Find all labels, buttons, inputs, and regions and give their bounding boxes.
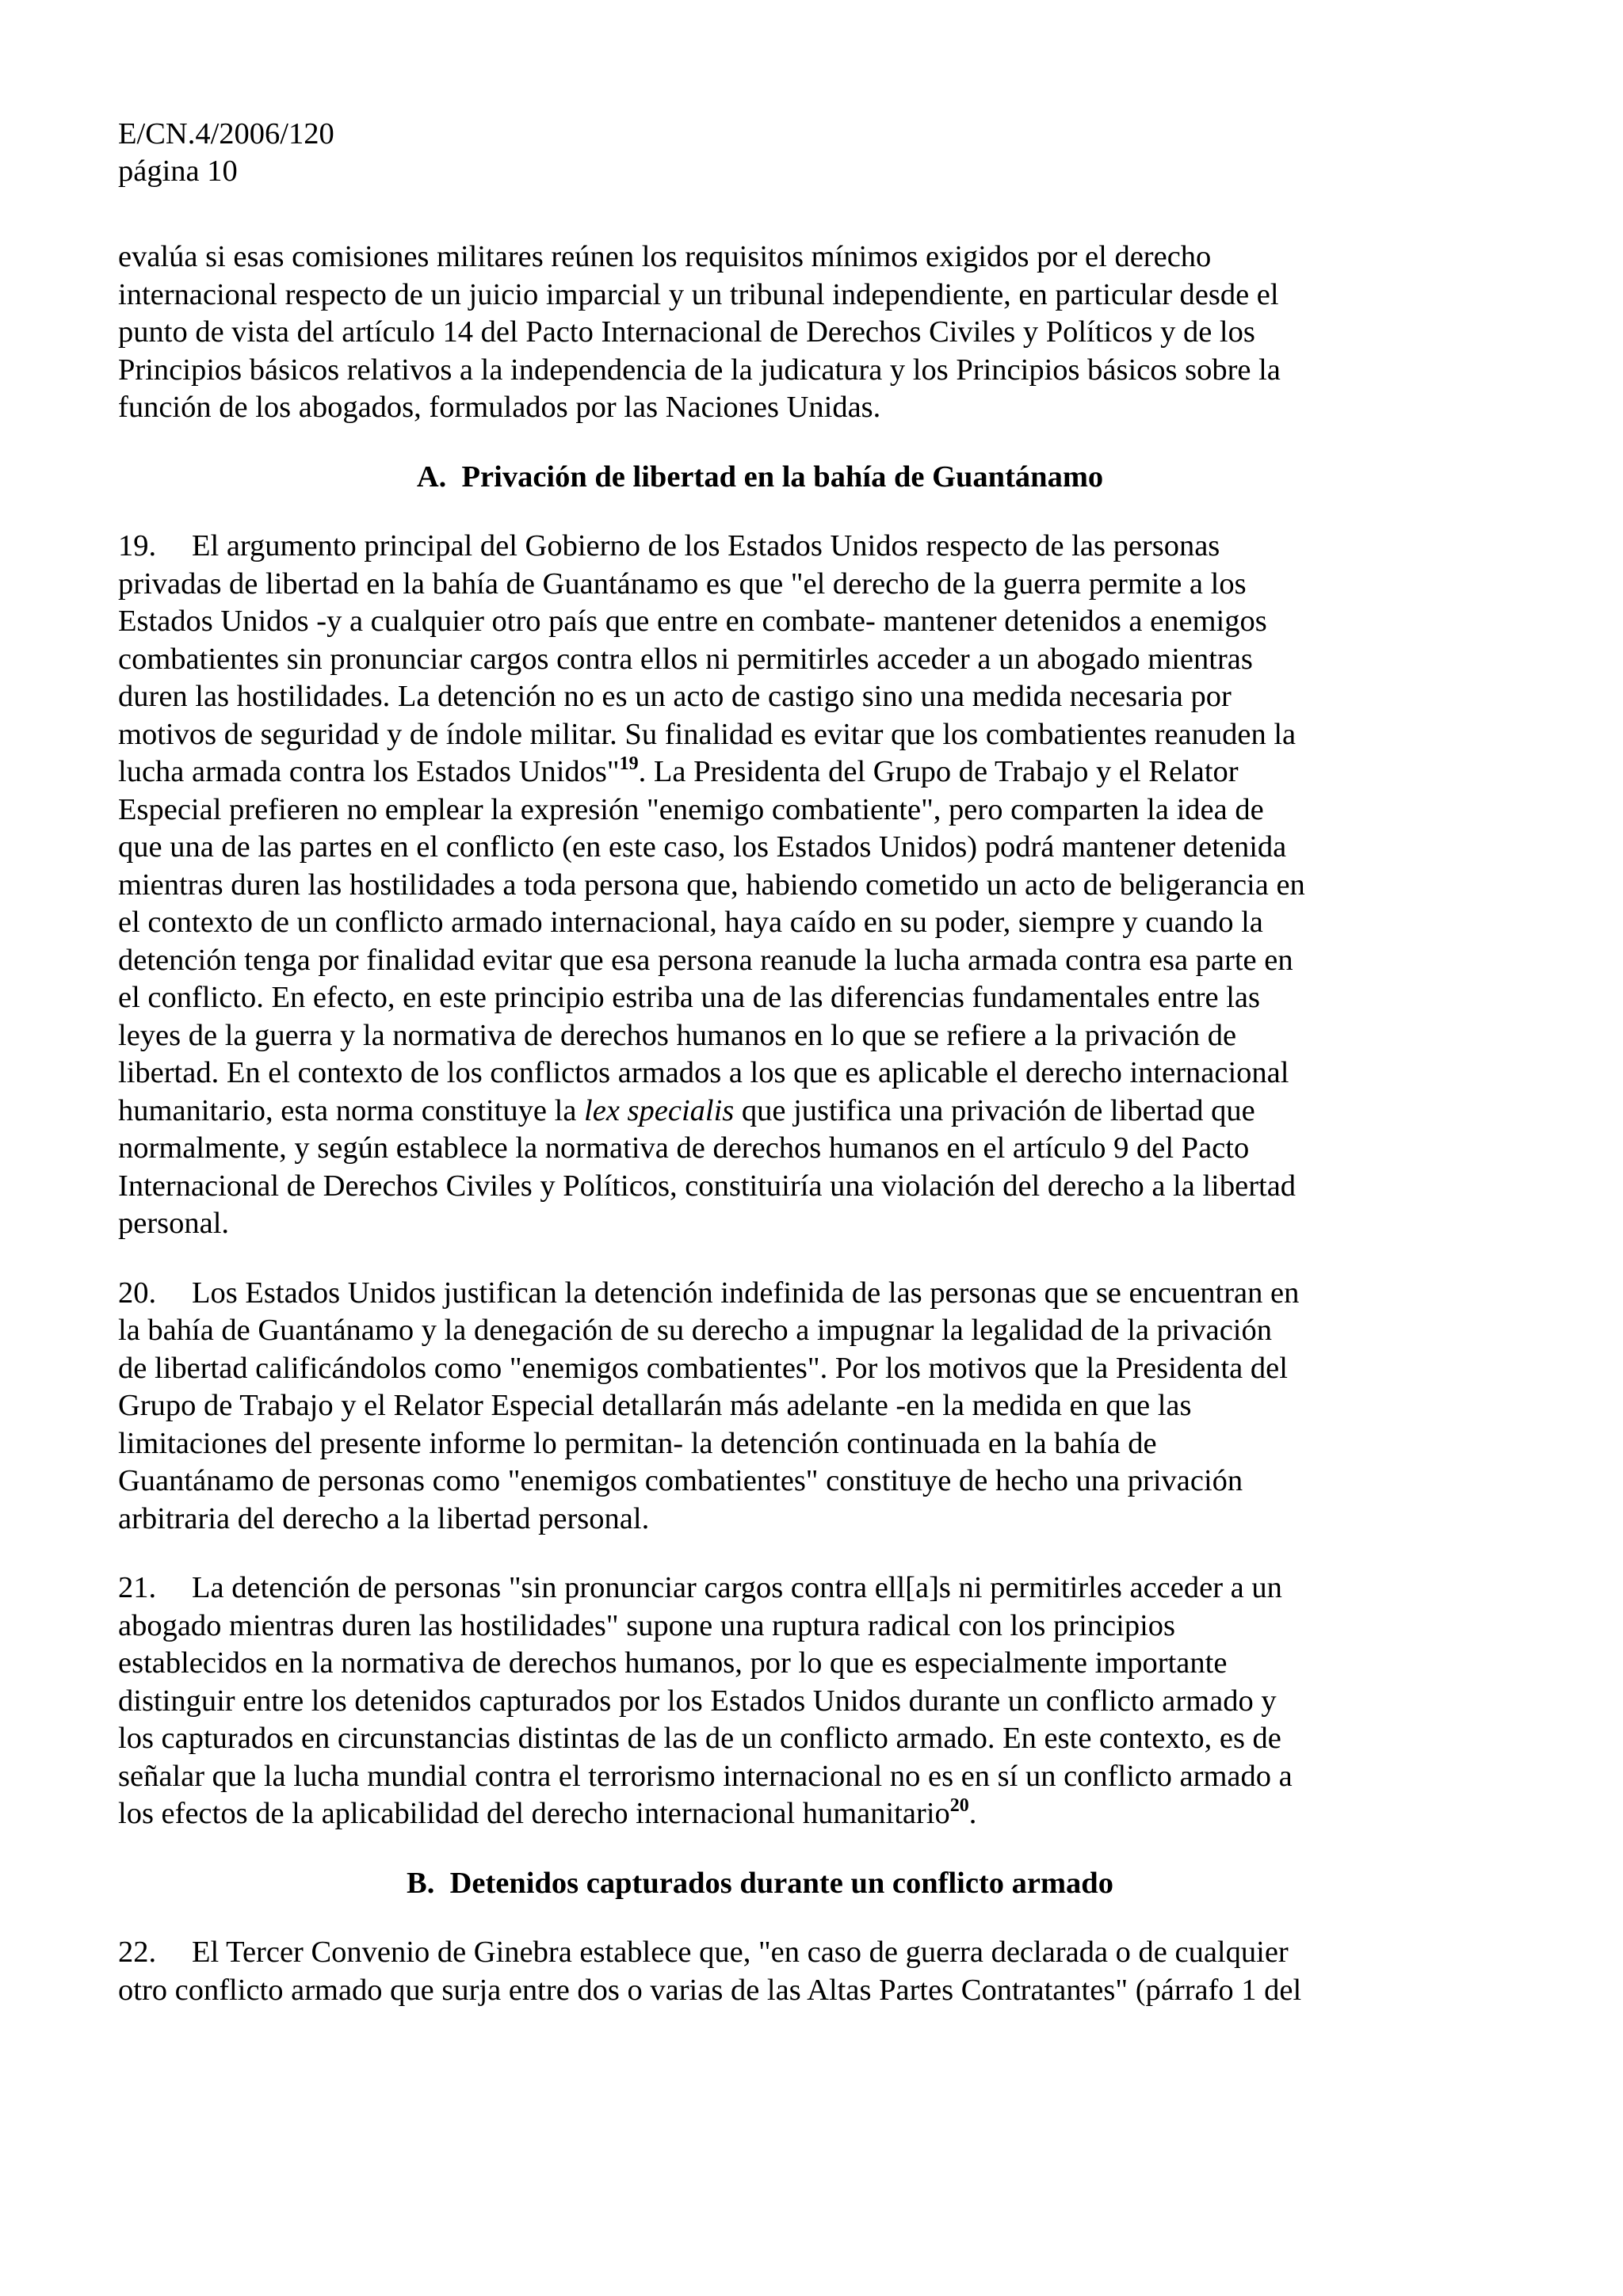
paragraph-20 [118,1275,1402,1539]
text-line: el conflicto. En efecto, en este principio estriba una de las diferencias fundamentales entre las [118,981,1261,1014]
text-line-content: El argumento principal del Gobierno de los Estados Unidos respecto de las personas [192,529,1220,563]
paragraph-number: 21. [118,1571,157,1604]
text-line: señalar que la lucha mundial contra el terrorismo internacional no es en sí un conflicto armado a [118,1759,1293,1793]
text-line: Internacional de Derechos Civiles y Políticos, constituiría una violación del derecho a la libertad [118,1169,1296,1203]
text-line: internacional respecto de un juicio imparcial y un tribunal independiente, en particular desde el [118,277,1279,311]
text-line: abogado mientras duren las hostilidades" supone una ruptura radical con los principios [118,1608,1176,1642]
text-line: Principios básicos relativos a la independencia de la judicatura y los Principios básicos sobre la [118,353,1281,387]
paragraph-number: 22. [118,1936,157,1969]
text-line: establecidos en la normativa de derechos humanos, por lo que es especialmente importante [118,1646,1228,1680]
text-line: los capturados en circunstancias distintas de las de un conflicto armado. En este contexto, es de [118,1722,1281,1755]
text-line: punto de vista del artículo 14 del Pacto Internacional de Derechos Civiles y Políticos y de los [118,315,1255,349]
page-number: página 10 [118,154,238,188]
text-line [118,1934,1402,1972]
paragraph-22 [118,1934,1402,2009]
paragraph-number: 19. [118,529,157,563]
text-line: privadas de libertad en la bahía de Guantánamo es que "el derecho de la guerra permite a los [118,566,1247,601]
text-line [118,528,1402,566]
text-line: la bahía de Guantánamo y la denegación de su derecho a impugnar la legalidad de la privación [118,1314,1272,1347]
text-line: leyes de la guerra y la normativa de derechos humanos en lo que se refiere a la privación de [118,1018,1237,1052]
text-line: evalúa si esas comisiones militares reúnen los requisitos mínimos exigidos por el derecho [118,240,1212,273]
text-line-content: los efectos de la aplicabilidad del derecho internacional humanitario [118,1797,950,1830]
text-line: personal. [118,1207,230,1240]
section-heading-b: B. Detenidos capturados durante un conflicto armado [407,1866,1113,1900]
paragraph-number: 20. [118,1276,157,1310]
text-line [118,753,1402,791]
text-line: Guantánamo de personas como "enemigos combatientes" constituye de hecho una privación [118,1464,1243,1497]
text-line: arbitraria del derecho a la libertad personal. [118,1501,650,1535]
text-line [118,1569,1402,1608]
intro-paragraph [118,238,1402,427]
text-line-content: que justifica una privación de libertad que [734,1093,1255,1127]
text-line-content: . La Presidenta del Grupo de Trabajo y el Relator [638,755,1239,788]
text-line-content: El Tercer Convenio de Ginebra establece que, "en caso de guerra declarada o de cualquier [192,1936,1289,1969]
text-line: Grupo de Trabajo y el Relator Especial detallarán más adelante -en la medida en que las [118,1389,1192,1422]
text-line: limitaciones del presente informe lo permitan- la detención continuada en la bahía de [118,1426,1157,1460]
text-line: mientras duren las hostilidades a toda persona que, habiendo cometido un acto de beligerancia en [118,868,1305,902]
text-line: motivos de seguridad y de índole militar. Su finalidad es evitar que los combatientes reanuden la [118,717,1296,751]
text-line: otro conflicto armado que surja entre dos o varias de las Altas Partes Contratantes" (párrafo 1 del [118,1973,1302,2007]
text-line: duren las hostilidades. La detención no es un acto de castigo sino una medida necesaria por [118,680,1232,713]
text-line: Especial prefieren no emplear la expresión "enemigo combatiente", pero comparten la idea de [118,792,1264,826]
text-line [118,1795,1402,1833]
text-line: de libertad calificándolos como "enemigos combatientes". Por los motivos que la Presidenta del [118,1351,1288,1385]
document-symbol: E/CN.4/2006/120 [118,117,334,151]
text-line: función de los abogados, formulados por las Naciones Unidas. [118,391,881,424]
italic-term: lex specialis [584,1093,735,1127]
text-line-content: Los Estados Unidos justifican la detención indefinida de las personas que se encuentran en [192,1276,1300,1310]
text-line-content: . [968,1797,977,1830]
document-page [118,116,1402,2009]
paragraph-21 [118,1569,1402,1833]
text-line: combatientes sin pronunciar cargos contra ellos ni permitirles acceder a un abogado mientras [118,642,1253,676]
section-heading-a: A. Privación de libertad en la bahía de Guantánamo [416,460,1104,494]
text-line: libertad. En el contexto de los conflictos armados a los que es aplicable el derecho internacional [118,1056,1289,1089]
text-line [118,1093,1402,1131]
text-line-content: La detención de personas "sin pronunciar cargos contra ell[a]s ni permitirles acceder a un [192,1571,1282,1604]
text-line: normalmente, y según establece la normativa de derechos humanos en el artículo 9 del Pacto [118,1131,1250,1165]
text-line [118,1275,1402,1313]
text-line: detención tenga por finalidad evitar que esa persona reanude la lucha armada contra esa parte en [118,943,1293,977]
footnote-ref-20[interactable]: 20 [949,1795,969,1816]
text-line: distinguir entre los detenidos capturados por los Estados Unidos durante un conflicto armado y [118,1684,1277,1718]
paragraph-19 [118,528,1402,1243]
text-line: el contexto de un conflicto armado internacional, haya caído en su poder, siempre y cuando la [118,906,1263,939]
text-line-content: humanitario, esta norma constituye la [118,1093,585,1127]
text-line: que una de las partes en el conflicto (en este caso, los Estados Unidos) podrá mantener detenida [118,830,1287,864]
footnote-ref-19[interactable]: 19 [619,753,639,774]
text-line: Estados Unidos -y a cualquier otro país que entre en combate- mantener detenidos a enemigos [118,605,1267,638]
text-line-content: lucha armada contra los Estados Unidos" [118,755,620,788]
